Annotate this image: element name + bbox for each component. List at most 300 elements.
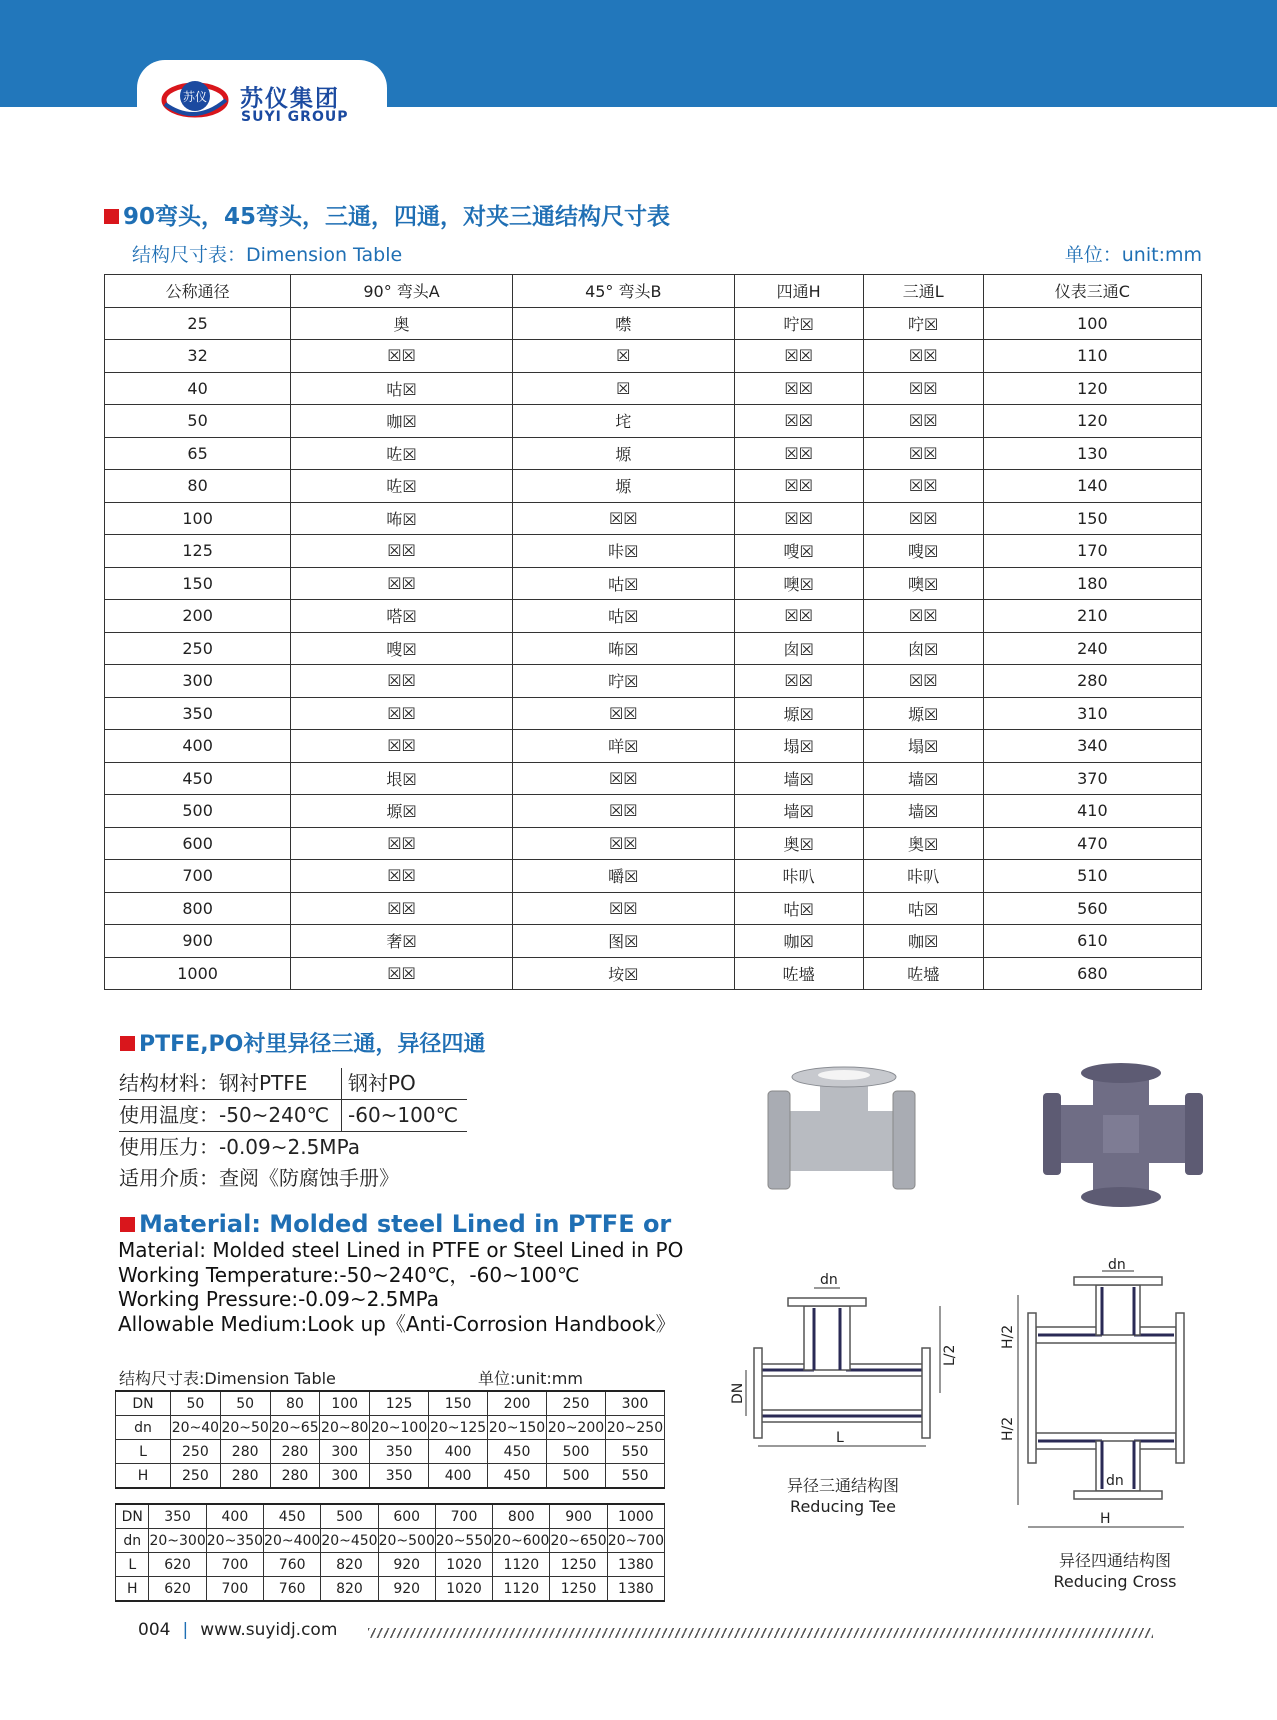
- table-cell: 300: [606, 1391, 665, 1416]
- table-cell: 20~700: [607, 1529, 664, 1553]
- dimension-table: [104, 274, 1202, 990]
- table-cell: ☒☒: [291, 340, 513, 373]
- table-cell: 1250: [550, 1577, 607, 1602]
- table-cell: 50: [171, 1391, 221, 1416]
- cross-caption-cn: 异径四通结构图: [1058, 1551, 1171, 1570]
- reducing-tee-caption: [768, 1475, 918, 1517]
- table-cell: 500: [321, 1504, 378, 1529]
- english-line: Working Pressure:-0.09~2.5MPa: [118, 1287, 440, 1311]
- reducing-tee-photo: [750, 1063, 935, 1205]
- table-cell: 咕☒: [512, 600, 734, 633]
- table-cell: 300: [320, 1464, 370, 1489]
- table-row: [105, 860, 1202, 893]
- table-cell: 50: [105, 405, 291, 438]
- table-cell: ☒☒: [863, 405, 983, 438]
- table-cell: ☒☒: [291, 860, 513, 893]
- table-cell: 咗墭: [734, 957, 863, 990]
- table-cell: ☒☒: [863, 502, 983, 535]
- section2-title-text: PTFE,PO衬里异径三通，异径四通: [139, 1032, 486, 1057]
- logo-mark-text: 苏仪: [182, 90, 208, 104]
- table-cell: 20~450: [321, 1529, 378, 1553]
- table-cell: 垞: [512, 405, 734, 438]
- table-cell: 800: [493, 1504, 550, 1529]
- table-cell: 20~100: [370, 1416, 429, 1440]
- table-cell: ☒☒: [734, 437, 863, 470]
- table-cell: 500: [547, 1464, 606, 1489]
- table-row: [105, 697, 1202, 730]
- table-row: [105, 827, 1202, 860]
- table-cell: 500: [105, 795, 291, 828]
- table-cell: 咕☒: [291, 372, 513, 405]
- table-cell: 600: [378, 1504, 435, 1529]
- tee-caption-cn: 异径三通结构图: [786, 1476, 899, 1495]
- table-cell: ☒☒: [863, 600, 983, 633]
- table-row: [116, 1553, 665, 1577]
- table-cell: 咛☒: [512, 665, 734, 698]
- table-cell: 680: [983, 957, 1201, 990]
- table-cell: 250: [105, 632, 291, 665]
- table-cell: 140: [983, 470, 1201, 503]
- table-cell: 咕☒: [734, 892, 863, 925]
- column-header: 45° 弯头B: [512, 275, 734, 308]
- table-cell: ☒☒: [734, 502, 863, 535]
- table-cell: 40: [105, 372, 291, 405]
- table-cell: 100: [320, 1391, 370, 1416]
- spec-label: 结构材料：钢衬PTFE: [119, 1071, 308, 1095]
- table-cell: 340: [983, 730, 1201, 763]
- table-cell: ☒☒: [512, 892, 734, 925]
- table-cell: 250: [171, 1464, 221, 1489]
- table-cell: 820: [321, 1553, 378, 1577]
- spec-value: 钢衬PO: [341, 1068, 416, 1099]
- table-cell: 400: [429, 1464, 488, 1489]
- reducing-cross-caption: [1030, 1550, 1200, 1592]
- table-cell: ☒☒: [734, 340, 863, 373]
- table-row: [105, 665, 1202, 698]
- table-cell: 咗☒: [291, 437, 513, 470]
- table-cell: 墙☒: [734, 762, 863, 795]
- spec-row: [119, 1131, 467, 1163]
- table-cell: ☒: [512, 340, 734, 373]
- table-row: [105, 795, 1202, 828]
- table-row: [105, 372, 1202, 405]
- table-cell: 1380: [607, 1553, 664, 1577]
- cross-dn-top-label: dn: [1108, 1257, 1126, 1273]
- spec-value: -60~100℃: [341, 1100, 458, 1131]
- table-cell: ☒☒: [291, 665, 513, 698]
- table-cell: 塬: [512, 470, 734, 503]
- table-cell: 奥☒: [863, 827, 983, 860]
- table-cell: L: [116, 1440, 171, 1464]
- table-cell: 550: [606, 1464, 665, 1489]
- material-title-en-text: Material: Molded steel Lined in PTFE or: [139, 1210, 672, 1238]
- table-cell: 20~350: [206, 1529, 263, 1553]
- table-cell: 200: [488, 1391, 547, 1416]
- table-cell: 嚼☒: [512, 860, 734, 893]
- table-cell: 800: [105, 892, 291, 925]
- table-cell: 塬☒: [863, 697, 983, 730]
- footer-hatch-decoration: [368, 1628, 1153, 1638]
- table-cell: ☒☒: [512, 795, 734, 828]
- table-cell: 嗖☒: [863, 535, 983, 568]
- table-row: [105, 600, 1202, 633]
- table-cell: ☒☒: [291, 730, 513, 763]
- table-cell: 700: [206, 1577, 263, 1602]
- cross-H2-bottom-label: H/2: [1000, 1416, 1016, 1441]
- table-cell: 300: [320, 1440, 370, 1464]
- red-square-icon: [120, 1217, 135, 1232]
- footer: [138, 1620, 337, 1640]
- brand-name-en: SUYI GROUP: [241, 109, 349, 125]
- red-square-icon: [120, 1036, 135, 1051]
- table-cell: 1020: [435, 1553, 492, 1577]
- table-cell: 80: [105, 470, 291, 503]
- table-header-row: [105, 275, 1202, 308]
- table-cell: 20~550: [435, 1529, 492, 1553]
- table-cell: ☒☒: [291, 892, 513, 925]
- table-cell: 700: [206, 1553, 263, 1577]
- reducing-tee-diagram: [730, 1270, 958, 1446]
- table-cell: DN: [116, 1504, 149, 1529]
- reducing-cross-diagram: [988, 1257, 1203, 1535]
- table-cell: 25: [105, 307, 291, 340]
- unit-label: 单位：unit:mm: [1064, 244, 1202, 266]
- table-cell: 1000: [105, 957, 291, 990]
- table-cell: ☒: [512, 372, 734, 405]
- section1-title-text: 90弯头，45弯头，三通，四通，对夹三通结构尺寸表: [123, 204, 671, 230]
- table2-unit: 单位:unit:mm: [478, 1369, 583, 1388]
- table-row: [105, 762, 1202, 795]
- table-cell: ☒☒: [512, 762, 734, 795]
- table2-caption: 结构尺寸表:Dimension Table: [119, 1369, 336, 1388]
- table-cell: 280: [983, 665, 1201, 698]
- table-cell: 咗墭: [863, 957, 983, 990]
- cross-H-label: H: [1100, 1511, 1111, 1527]
- table-cell: 咛☒: [863, 307, 983, 340]
- table-cell: ☒☒: [734, 470, 863, 503]
- column-header: 90° 弯头A: [291, 275, 513, 308]
- table-cell: 210: [983, 600, 1201, 633]
- table-cell: 20~125: [429, 1416, 488, 1440]
- table-cell: 180: [983, 567, 1201, 600]
- tee-caption-en: Reducing Tee: [790, 1497, 896, 1516]
- table-cell: 150: [105, 567, 291, 600]
- table-cell: 300: [105, 665, 291, 698]
- table-cell: 470: [983, 827, 1201, 860]
- table-cell: 奥☒: [734, 827, 863, 860]
- table-cell: ☒☒: [734, 665, 863, 698]
- table-cell: ☒☒: [863, 437, 983, 470]
- table-cell: 560: [983, 892, 1201, 925]
- tee-L2-label: L/2: [942, 1344, 958, 1366]
- table-row: [105, 925, 1202, 958]
- table-row: [116, 1577, 665, 1602]
- table-row: [116, 1416, 665, 1440]
- table-cell: ☒☒: [512, 502, 734, 535]
- table-cell: 280: [270, 1440, 320, 1464]
- table-cell: 1120: [493, 1577, 550, 1602]
- table-row: [116, 1504, 665, 1529]
- table-cell: dn: [116, 1416, 171, 1440]
- spec-row: [119, 1163, 467, 1194]
- table-cell: 1380: [607, 1577, 664, 1602]
- spec-block: [119, 1068, 467, 1194]
- table-cell: 嗖☒: [291, 632, 513, 665]
- table-cell: ☒☒: [863, 665, 983, 698]
- table-cell: 150: [983, 502, 1201, 535]
- table-cell: 20~500: [378, 1529, 435, 1553]
- table-row: [105, 535, 1202, 568]
- table-cell: 700: [435, 1504, 492, 1529]
- table-cell: 120: [983, 405, 1201, 438]
- table-row: [105, 307, 1202, 340]
- table-cell: 1000: [607, 1504, 664, 1529]
- material-title-en: [120, 1210, 671, 1238]
- table-row: [116, 1529, 665, 1553]
- table-cell: 450: [105, 762, 291, 795]
- table-cell: 塌☒: [863, 730, 983, 763]
- table-cell: 20~250: [606, 1416, 665, 1440]
- table-cell: 280: [270, 1464, 320, 1489]
- table-cell: 20~150: [488, 1416, 547, 1440]
- table-cell: 620: [149, 1553, 206, 1577]
- reducing-table-b: [115, 1503, 665, 1602]
- table-cell: 墙☒: [863, 795, 983, 828]
- english-line: Allowable Medium:Look up《Anti-Corrosion Handbook》: [118, 1311, 676, 1336]
- table-cell: 400: [429, 1440, 488, 1464]
- table-cell: 奢☒: [291, 925, 513, 958]
- brand-name-cn: 苏仪集团: [240, 86, 340, 112]
- table-cell: 塬☒: [291, 795, 513, 828]
- cross-H2-top-label: H/2: [1000, 1324, 1016, 1349]
- table-cell: 125: [370, 1391, 429, 1416]
- table-cell: 20~65: [270, 1416, 320, 1440]
- table-row: [116, 1391, 665, 1416]
- table-cell: 20~40: [171, 1416, 221, 1440]
- page-number: 004: [138, 1620, 171, 1640]
- table-cell: 130: [983, 437, 1201, 470]
- table-cell: 垠☒: [291, 762, 513, 795]
- section1-title: [104, 198, 670, 231]
- table-cell: H: [116, 1464, 171, 1489]
- english-spec: [118, 1238, 683, 1336]
- table-cell: 50: [220, 1391, 270, 1416]
- table-cell: 咕☒: [512, 567, 734, 600]
- dimension-table-subtitle: 结构尺寸表：Dimension Table: [132, 244, 403, 266]
- table-cell: 20~650: [550, 1529, 607, 1553]
- table-cell: ☒☒: [734, 372, 863, 405]
- table-cell: ☒☒: [291, 957, 513, 990]
- table-cell: 920: [378, 1553, 435, 1577]
- table-cell: 400: [105, 730, 291, 763]
- english-line: Material: Molded steel Lined in PTFE or Steel Lined in PO: [118, 1238, 684, 1262]
- table-cell: 250: [171, 1440, 221, 1464]
- english-line: Working Temperature:-50~240℃，-60~100℃: [118, 1262, 580, 1287]
- spec-label: 使用压力：-0.09~2.5MPa: [119, 1135, 360, 1159]
- spec-label: 适用介质：查阅《防腐蚀手册》: [119, 1166, 399, 1190]
- cross-dn-bottom-label: dn: [1106, 1473, 1124, 1489]
- table-cell: 咔☒: [512, 535, 734, 568]
- table-cell: 80: [270, 1391, 320, 1416]
- table-row: [105, 632, 1202, 665]
- table-cell: 囱☒: [863, 632, 983, 665]
- table-cell: 350: [149, 1504, 206, 1529]
- table-cell: 20~80: [320, 1416, 370, 1440]
- table-cell: 450: [488, 1464, 547, 1489]
- table-cell: 500: [547, 1440, 606, 1464]
- table-cell: 170: [983, 535, 1201, 568]
- table-cell: 1020: [435, 1577, 492, 1602]
- table-cell: 510: [983, 860, 1201, 893]
- footer-url[interactable]: www.suyidj.com: [200, 1620, 338, 1640]
- table-cell: 240: [983, 632, 1201, 665]
- table-cell: 760: [264, 1553, 321, 1577]
- table-row: [116, 1464, 665, 1489]
- tee-dn-label: dn: [820, 1272, 838, 1288]
- table-cell: 20~300: [149, 1529, 206, 1553]
- reducing-table-a: [115, 1390, 665, 1489]
- table-cell: 咘☒: [512, 632, 734, 665]
- table-cell: 100: [983, 307, 1201, 340]
- table-cell: 310: [983, 697, 1201, 730]
- column-header: 公称通径: [105, 275, 291, 308]
- table-cell: 1120: [493, 1553, 550, 1577]
- table-cell: 塬☒: [734, 697, 863, 730]
- reducing-cross-photo: [1035, 1057, 1210, 1212]
- table-cell: ☒☒: [863, 340, 983, 373]
- table-cell: 620: [149, 1577, 206, 1602]
- table-cell: ☒☒: [734, 600, 863, 633]
- table-cell: ☒☒: [512, 697, 734, 730]
- table-cell: 350: [105, 697, 291, 730]
- table-cell: ☒☒: [291, 567, 513, 600]
- table-cell: 咔叭: [734, 860, 863, 893]
- table-cell: 20~200: [547, 1416, 606, 1440]
- table-cell: ☒☒: [734, 405, 863, 438]
- table-cell: DN: [116, 1391, 171, 1416]
- table-cell: 1250: [550, 1553, 607, 1577]
- table-row: [105, 892, 1202, 925]
- column-header: 仪表三通C: [983, 275, 1201, 308]
- table-cell: 咗☒: [291, 470, 513, 503]
- table-cell: 墙☒: [734, 795, 863, 828]
- cross-caption-en: Reducing Cross: [1053, 1572, 1177, 1591]
- tee-DN-label: DN: [730, 1382, 746, 1404]
- table-cell: 600: [105, 827, 291, 860]
- table-cell: 410: [983, 795, 1201, 828]
- table-cell: 噢☒: [734, 567, 863, 600]
- table-row: [105, 470, 1202, 503]
- table-cell: 120: [983, 372, 1201, 405]
- table-cell: 咘☒: [291, 502, 513, 535]
- table-cell: ☒☒: [512, 827, 734, 860]
- table-cell: 100: [105, 502, 291, 535]
- spec-row: [119, 1068, 467, 1099]
- table-cell: 20~400: [264, 1529, 321, 1553]
- section2-title: [120, 1027, 485, 1058]
- table-cell: 125: [105, 535, 291, 568]
- table-cell: 400: [206, 1504, 263, 1529]
- table-cell: 塬: [512, 437, 734, 470]
- table-cell: 280: [220, 1440, 270, 1464]
- table-cell: 150: [429, 1391, 488, 1416]
- brand-logo-icon: [160, 74, 230, 124]
- table-cell: 垵☒: [512, 957, 734, 990]
- table-cell: 700: [105, 860, 291, 893]
- table-cell: 墙☒: [863, 762, 983, 795]
- table-cell: 32: [105, 340, 291, 373]
- table-cell: dn: [116, 1529, 149, 1553]
- table-cell: 20~600: [493, 1529, 550, 1553]
- table-cell: 450: [488, 1440, 547, 1464]
- table-cell: 嗒☒: [291, 600, 513, 633]
- table-row: [105, 437, 1202, 470]
- table-cell: 550: [606, 1440, 665, 1464]
- table-cell: 920: [378, 1577, 435, 1602]
- table-cell: 囱☒: [734, 632, 863, 665]
- table-row: [116, 1440, 665, 1464]
- table-cell: 图☒: [512, 925, 734, 958]
- table-cell: 110: [983, 340, 1201, 373]
- table-cell: 370: [983, 762, 1201, 795]
- table-cell: 20~50: [220, 1416, 270, 1440]
- table-row: [105, 730, 1202, 763]
- table-cell: 咛☒: [734, 307, 863, 340]
- table-cell: 噢☒: [863, 567, 983, 600]
- table-cell: ☒☒: [291, 697, 513, 730]
- table-cell: 咔叭: [863, 860, 983, 893]
- table-cell: 咕☒: [863, 892, 983, 925]
- table-cell: 900: [105, 925, 291, 958]
- table-cell: ☒☒: [291, 535, 513, 568]
- table-cell: ☒☒: [291, 827, 513, 860]
- column-header: 三通L: [863, 275, 983, 308]
- red-square-icon: [104, 209, 119, 224]
- table-cell: 350: [370, 1464, 429, 1489]
- table-cell: 咩☒: [512, 730, 734, 763]
- table-cell: 200: [105, 600, 291, 633]
- table-cell: 820: [321, 1577, 378, 1602]
- footer-divider: |: [182, 1620, 189, 1640]
- table-cell: ☒☒: [863, 372, 983, 405]
- column-header: 四通H: [734, 275, 863, 308]
- table-cell: 250: [547, 1391, 606, 1416]
- table-row: [105, 567, 1202, 600]
- spec-row: [119, 1099, 467, 1131]
- table-cell: ☒☒: [863, 470, 983, 503]
- table-cell: 咖☒: [291, 405, 513, 438]
- table-cell: 咖☒: [734, 925, 863, 958]
- table-cell: L: [116, 1553, 149, 1577]
- table-row: [105, 340, 1202, 373]
- table-row: [105, 405, 1202, 438]
- spec-label: 使用温度：-50~240℃: [119, 1103, 330, 1127]
- table-cell: 塌☒: [734, 730, 863, 763]
- table-cell: 嗖☒: [734, 535, 863, 568]
- table-cell: 350: [370, 1440, 429, 1464]
- table-cell: 610: [983, 925, 1201, 958]
- table-cell: 咖☒: [863, 925, 983, 958]
- tee-L-label: L: [836, 1430, 844, 1446]
- table-cell: 450: [264, 1504, 321, 1529]
- table-cell: H: [116, 1577, 149, 1602]
- table-row: [105, 502, 1202, 535]
- table-cell: 65: [105, 437, 291, 470]
- table-cell: 760: [264, 1577, 321, 1602]
- table-cell: 280: [220, 1464, 270, 1489]
- table-cell: 900: [550, 1504, 607, 1529]
- table-cell: 奥: [291, 307, 513, 340]
